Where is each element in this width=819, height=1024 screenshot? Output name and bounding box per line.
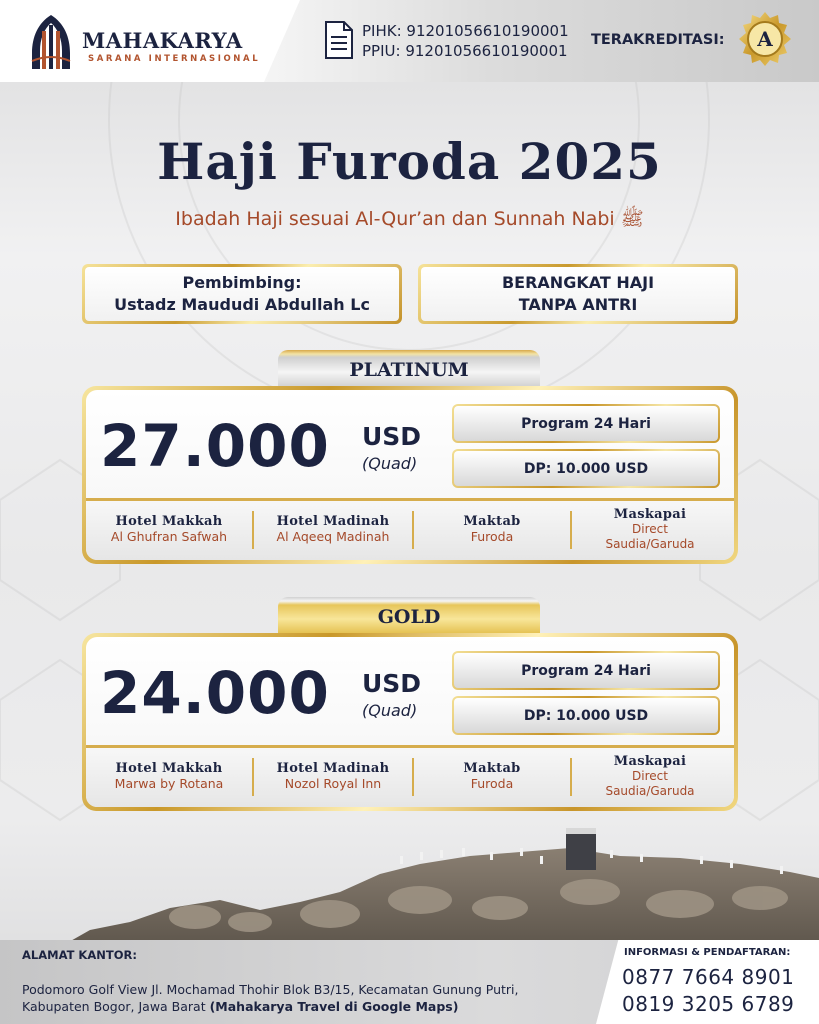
ppiu-number: PPIU: 91201056610190001 bbox=[362, 42, 568, 60]
gold-price: 24.000 bbox=[100, 659, 330, 727]
document-icon bbox=[324, 20, 354, 60]
airline-label: Maskapai bbox=[613, 506, 687, 522]
platinum-currency: USD bbox=[362, 422, 422, 451]
departure-line-1: BERANGKAT HAJI bbox=[501, 273, 655, 292]
mahakarya-logo-icon bbox=[28, 13, 74, 71]
hotel-makkah-value: Al Ghufran Safwah bbox=[110, 529, 228, 544]
accreditation-badge bbox=[737, 11, 793, 67]
office-address bbox=[22, 981, 582, 1015]
platinum-package-card bbox=[82, 386, 738, 564]
airline-label: Maskapai bbox=[613, 753, 687, 769]
hotel-makkah-value: Marwa by Rotana bbox=[114, 776, 224, 791]
page-title: Haji Furoda 2025 bbox=[157, 132, 662, 191]
platinum-details-row bbox=[86, 498, 734, 560]
phone-number-2[interactable]: 0819 3205 6789 bbox=[622, 992, 795, 1016]
address-label: ALAMAT KANTOR: bbox=[22, 948, 137, 962]
platinum-program: Program 24 Hari bbox=[454, 406, 718, 441]
gold-hotel-makkah bbox=[86, 748, 252, 804]
platinum-dp-pill bbox=[452, 449, 720, 488]
platinum-tier-tab: PLATINUM bbox=[278, 350, 540, 390]
license-numbers bbox=[362, 21, 569, 61]
platinum-airline bbox=[572, 501, 728, 557]
gold-currency: USD bbox=[362, 669, 422, 698]
platinum-room-type: (Quad) bbox=[362, 454, 418, 473]
brand-name: MAHAKARYA bbox=[82, 28, 243, 53]
gold-dp: DP: 10.000 USD bbox=[454, 698, 718, 733]
hotel-madinah-value: Al Aqeeq Madinah bbox=[276, 529, 390, 544]
platinum-hotel-madinah bbox=[254, 501, 412, 557]
accreditation-grade: A bbox=[757, 27, 773, 51]
maktab-label: Maktab bbox=[463, 761, 521, 776]
gold-tier-tab: GOLD bbox=[278, 597, 540, 637]
hotel-makkah-label: Hotel Makkah bbox=[115, 514, 223, 529]
platinum-program-pill bbox=[452, 404, 720, 443]
platinum-dp: DP: 10.000 USD bbox=[454, 451, 718, 486]
brand-tagline: SARANA INTERNASIONAL bbox=[88, 54, 261, 64]
gold-details-row bbox=[86, 745, 734, 807]
gold-maktab bbox=[414, 748, 570, 804]
gold-program-pill bbox=[452, 651, 720, 690]
maktab-value: Furoda bbox=[470, 776, 514, 791]
guide-name: Ustadz Maududi Abdullah Lc bbox=[114, 295, 370, 314]
maktab-label: Maktab bbox=[463, 514, 521, 529]
airline-line-1: Direct bbox=[632, 521, 668, 536]
mountain-landscape-image bbox=[0, 822, 819, 947]
gold-hotel-madinah bbox=[254, 748, 412, 804]
accreditation-label: TERAKREDITASI: bbox=[591, 32, 725, 48]
hotel-madinah-label: Hotel Madinah bbox=[276, 761, 390, 776]
gold-dp-pill bbox=[452, 696, 720, 735]
airline-line-2: Saudia/Garuda bbox=[605, 783, 695, 798]
contact-label: INFORMASI & PENDAFTARAN: bbox=[624, 947, 791, 958]
platinum-maktab bbox=[414, 501, 570, 557]
hotel-makkah-label: Hotel Makkah bbox=[115, 761, 223, 776]
gold-package-card bbox=[82, 633, 738, 811]
platinum-price: 27.000 bbox=[100, 412, 330, 480]
platinum-hotel-makkah bbox=[86, 501, 252, 557]
airline-line-2: Saudia/Garuda bbox=[605, 536, 695, 551]
google-maps-note: (Mahakarya Travel di Google Maps) bbox=[209, 999, 459, 1014]
pihk-number: PIHK: 91201056610190001 bbox=[362, 22, 569, 40]
departure-line-2: TANPA ANTRI bbox=[518, 295, 638, 314]
guide-box bbox=[82, 264, 402, 324]
airline-line-1: Direct bbox=[632, 768, 668, 783]
hotel-madinah-label: Hotel Madinah bbox=[276, 514, 390, 529]
departure-box bbox=[418, 264, 738, 324]
gold-room-type: (Quad) bbox=[362, 701, 418, 720]
phone-number-1[interactable]: 0877 7664 8901 bbox=[622, 965, 795, 989]
gold-airline bbox=[572, 748, 728, 804]
hotel-madinah-value: Nozol Royal Inn bbox=[284, 776, 382, 791]
gold-program: Program 24 Hari bbox=[454, 653, 718, 688]
maktab-value: Furoda bbox=[470, 529, 514, 544]
address-text: Podomoro Golf View Jl. Mochamad Thohir Blok B3/15, Kecamatan Gunung Putri, Kabupaten Bogor, Jawa Barat bbox=[22, 982, 519, 1014]
page-subtitle: Ibadah Haji sesuai Al-Qur’an dan Sunnah Nabi ﷺ bbox=[175, 208, 644, 230]
guide-label: Pembimbing: bbox=[182, 273, 302, 292]
